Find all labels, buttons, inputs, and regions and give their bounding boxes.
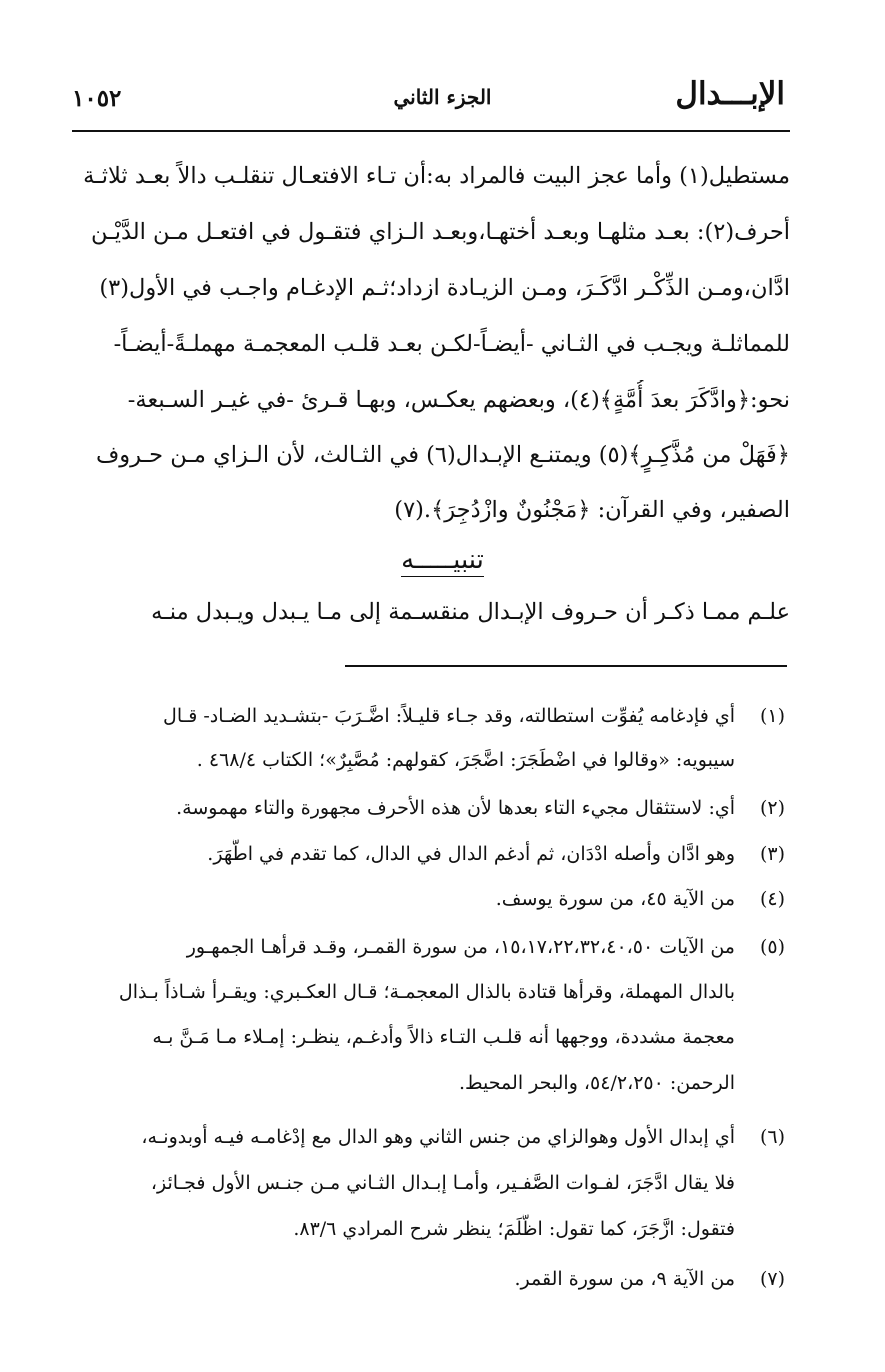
footnote-5-line-1: من الآيات ١٥،١٧،٢٢،٣٢،٤٠،٥٠، من سورة القمـر، وقـد قرأهـا الجمهـور (186, 936, 735, 958)
body-line-3: ادَّان،ومـن الذِّكْـر ادَّكَـرَ، ومـن الزيـادة ازداد؛ثـم الإدغـام واجـب في الأول(٣) (99, 275, 790, 301)
footnote-number-7: (٧) (759, 1268, 785, 1290)
body-line-1: مستطيل(١) وأما عجز البيت فالمراد به:أن تـاء الافتعـال تنقلـب دالاً بعـد ثلاثـة (83, 163, 790, 189)
chapter-title: الإبـــدال (675, 76, 785, 112)
footnote-6-line-3: فتقول: ازَّجَرَ، كما تقول: اظَّلَمَ؛ ينظر شرح المرادي ٨٣/٦. (293, 1218, 735, 1240)
footnote-4-line-1: من الآية ٤٥، من سورة يوسف. (495, 888, 735, 910)
body-line-7: الصفير، وفي القرآن: ﴿مَجْنُونٌ وازْدُجِرَ﴾.(٧) (394, 497, 790, 523)
footnote-1-line-2: سيبويه: «وقالوا في اضْطَجَرَ: اضَّجَرَ، كقولهم: مُصَّبِرٌ»؛ الكتاب ٤٦٨/٤ . (196, 749, 735, 771)
section-heading (0, 540, 885, 580)
body-line-6: ﴿فَهَلْ من مُذَّكِـرٍ﴾(٥) ويمتنـع الإبـدال(٦) في الثـالث، لأن الـزاي مـن حـروف (95, 442, 790, 468)
footnote-6-line-1: أي إبدال الأول وهوالزاي من جنس الثاني وهو الدال مع إدْغامـه فيـه أوبدونـه، (141, 1126, 735, 1148)
footnote-5-line-2: بالدال المهملة، وقرأها قتادة بالذال المعجمـة؛ قـال العكـبري: ويقـرأ شـاذاً بـذال (118, 981, 735, 1003)
footnote-6-line-2: فلا يقال ادَّجَرَ، لفـوات الصَّفـير، وأمـا إبـدال الثـاني مـن جنـس الأول فجـائز، (150, 1172, 735, 1194)
body-closing-line: علـم ممـا ذكـر أن حـروف الإبـدال منقسـمة إلى مـا يـبدل ويـبدل منـه (151, 599, 790, 625)
footnote-number-1: (١) (759, 705, 785, 727)
body-line-2: أحرف(٢): بعـد مثلهـا وبعـد أختهـا،وبعـد الـزاي فتقـول في افتعـل مـن الدَّيْـن (90, 219, 790, 245)
footnote-2-line-1: أي: لاستثقال مجيء التاء بعدها لأن هذه الأحرف مجهورة والتاء مهموسة. (176, 797, 735, 819)
page-number: ١٠٥٢ (72, 85, 122, 112)
footnote-number-2: (٢) (759, 797, 785, 819)
footnote-3-line-1: وهو ادَّان وأصله ادْدَان، ثم أدغم الدال في الدال، كما تقدم في اطَّهَرَ. (207, 843, 735, 865)
footnote-5-line-3: معجمة مشددة، ووجهها أنه قلـب التـاء ذالاً وأدغـم، ينظـر: إمـلاء مـا مَـنَّ بـه (152, 1026, 735, 1048)
footnote-7-line-1: من الآية ٩، من سورة القمر. (514, 1268, 735, 1290)
footnote-number-5: (٥) (759, 936, 785, 958)
header-divider (72, 130, 790, 132)
footnote-number-6: (٦) (759, 1126, 785, 1148)
body-line-4: للمماثلـة ويجـب في الثـاني -أيضـاً-لكـن بعـد قلـب المعجمـة مهملـةً-أيضـاً- (113, 331, 790, 357)
footnote-number-4: (٤) (759, 888, 785, 910)
footnote-5-line-4: الرحمن: ٥٤/٢،٢٥٠، والبحر المحيط. (458, 1072, 735, 1094)
section-heading-text: تنبيـــــه (401, 545, 484, 575)
footnote-divider (345, 665, 787, 667)
body-line-5: نحو:﴿وادَّكَرَ بعدَ أُمَّةٍ﴾(٤)، وبعضهم يعكـس، وبهـا قـرئ -في غيـر السـبعة- (127, 387, 790, 413)
footnote-1-line-1: أي فإدغامه يُفوِّت استطالته، وقد جـاء قليـلاً: اضَّـرَبَ -بتشـديد الضـاد- قـال (163, 705, 735, 727)
footnote-number-3: (٣) (759, 843, 785, 865)
part-label: الجزء الثاني (393, 85, 492, 109)
